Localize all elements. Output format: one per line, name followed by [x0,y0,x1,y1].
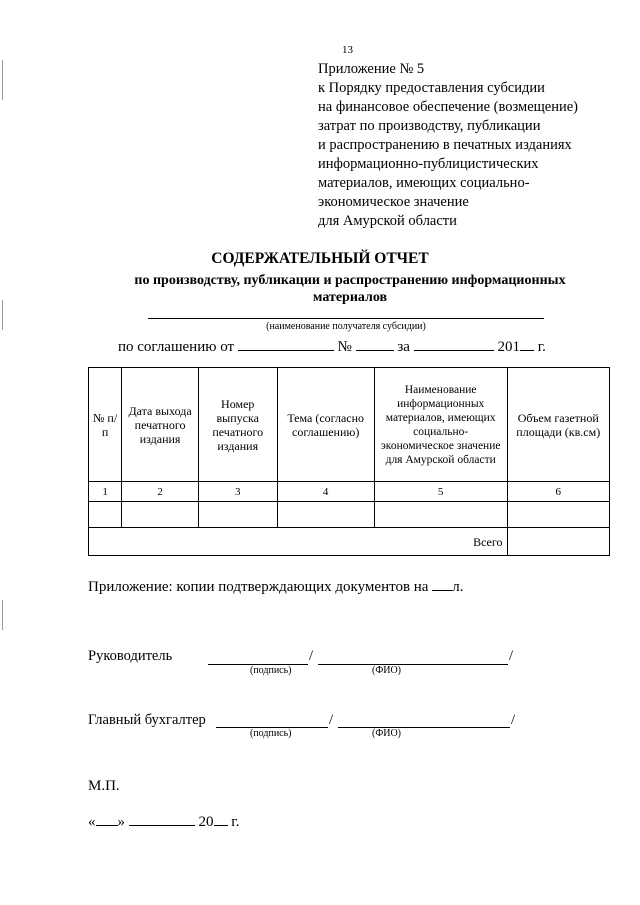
header-issue: Номер выпуска печатного издания [198,368,277,482]
attachment-line [88,576,463,596]
column-number: 5 [374,482,507,502]
date-day-field[interactable] [96,811,118,826]
report-table [88,367,610,556]
date-open-quote: « [88,814,96,830]
accountant-name-line[interactable] [338,727,510,728]
date-close-quote: » [117,814,125,830]
column-number: 4 [277,482,374,502]
head-signature-caption: (подпись) [250,665,292,676]
head-name-line[interactable] [318,664,508,665]
head-slash-end: / [509,648,514,664]
agreement-date-field[interactable] [238,336,334,351]
total-row [89,528,610,556]
recipient-caption: (наименование получателя субсидии) [266,321,426,332]
accountant-slash-end: / [511,712,516,728]
accountant-label: Главный бухгалтер [88,712,206,728]
table-cell[interactable] [89,502,122,528]
date-year-field[interactable] [214,811,228,826]
attachment-pages-field[interactable] [432,576,452,591]
header-area: Объем газетной площади (кв.см) [507,368,609,482]
scan-edge-mark [2,300,3,330]
agreement-for: за [397,339,410,355]
agreement-number-field[interactable] [356,336,394,351]
date-year-suffix: г. [231,814,240,830]
date-year: 20 [198,814,214,830]
attachment-text: Приложение: копии подтверждающих документов на [88,579,429,595]
scan-edge-mark [2,600,3,630]
head-name-caption: (ФИО) [372,665,402,676]
header-topic: Тема (согласно соглашению) [277,368,374,482]
agreement-prefix: по соглашению от [118,339,235,355]
report-title: СОДЕРЖАТЕЛЬНЫЙ ОТЧЕТ [211,250,429,267]
column-number: 3 [198,482,277,502]
recipient-name-line[interactable] [148,318,544,319]
stamp-label: М.П. [88,778,120,794]
table-cell[interactable] [122,502,199,528]
scan-edge-mark [2,60,3,100]
column-number: 6 [507,482,609,502]
date-line [88,811,239,831]
total-label: Всего [89,528,508,556]
appendix-header: Приложение № 5 к Порядку предоставления субсидии на финансовое обеспечение (возмещение) затрат по производству, публикации и распространению в печатных изданиях информационно-публицистических материалов, имеющих социально- экономическое значение для Амурской области [318,61,579,229]
header-material: Наименование информационных материалов, имеющих социально-экономическое значение для Амурской области [374,368,507,482]
date-month-field[interactable] [129,811,195,826]
agreement-period-field[interactable] [414,336,494,351]
table-cell[interactable] [507,502,609,528]
table-cell[interactable] [374,502,507,528]
agreement-year-field[interactable] [520,336,534,351]
agreement-line [118,336,546,356]
table-cell[interactable] [198,502,277,528]
head-label: Руководитель [88,648,173,664]
accountant-slash: / [329,712,334,728]
agreement-year-suffix: г. [537,339,546,355]
header-date: Дата выхода печатного издания [122,368,199,482]
attachment-suffix: л. [452,579,464,595]
table-row [89,502,610,528]
column-number: 2 [122,482,199,502]
column-number-row [89,482,610,502]
head-slash: / [309,648,314,664]
table-header-row [89,368,610,482]
agreement-year: 201 [497,339,520,355]
total-value-cell[interactable] [507,528,609,556]
page-number: 13 [342,44,353,56]
report-subtitle: по производству, публикации и распространению информационных материалов [134,273,566,305]
accountant-name-caption: (ФИО) [372,728,402,739]
column-number: 1 [89,482,122,502]
header-num: № п/п [89,368,122,482]
table-cell[interactable] [277,502,374,528]
agreement-number-sign: № [337,339,352,355]
accountant-signature-caption: (подпись) [250,728,292,739]
